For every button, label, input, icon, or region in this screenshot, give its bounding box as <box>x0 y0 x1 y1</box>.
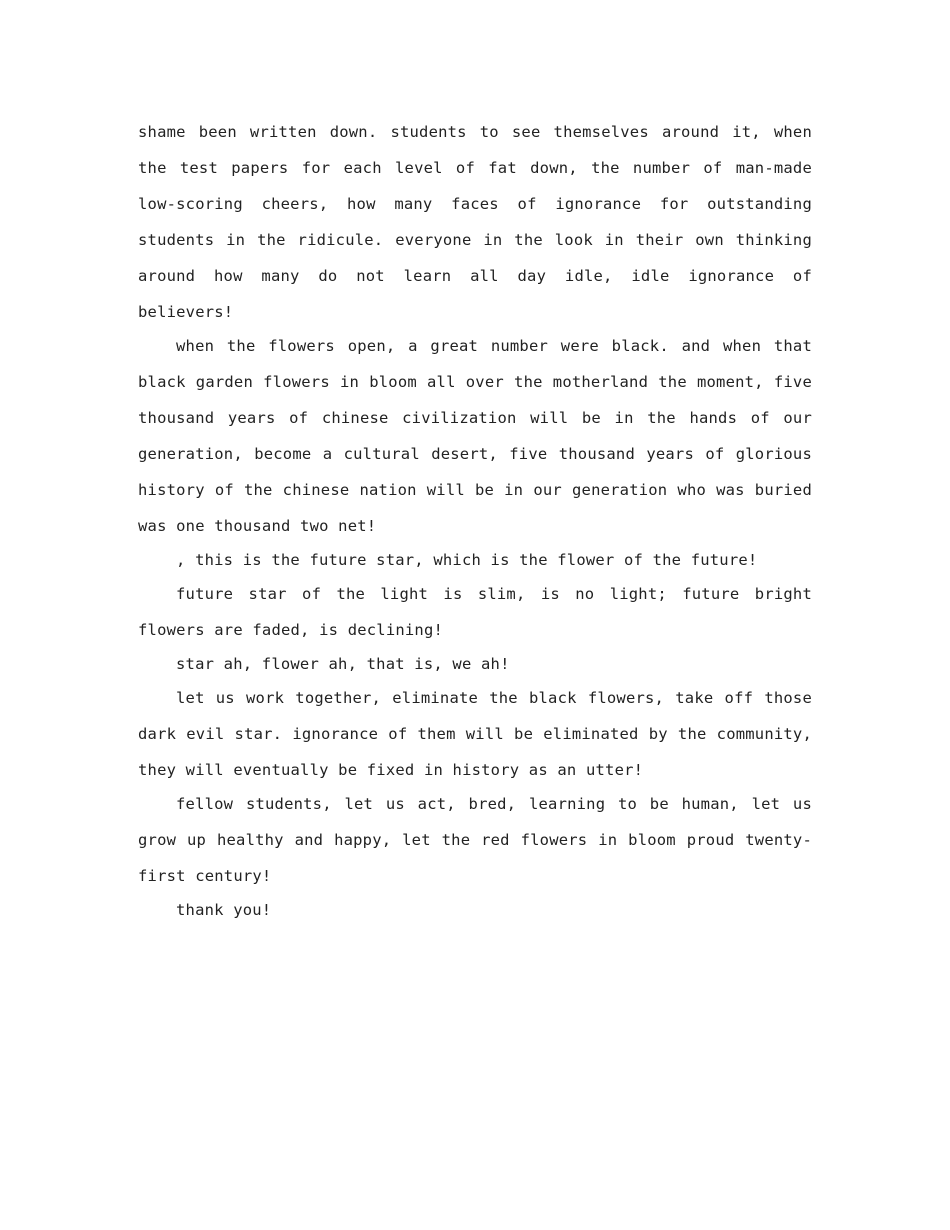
paragraph-8: thank you! <box>176 901 272 919</box>
paragraph-2: when the flowers open, a great number were black. and when that black garden flowers in bloom all over the motherland the moment, five thousand years of chinese civilization will be in the hands of our generation, become a cultural desert, five thousand years of glorious history of the chinese nation will be in our generation who was buried was one thousand two net! <box>138 337 812 535</box>
document-body <box>138 114 812 928</box>
paragraph-3: , this is the future star, which is the flower of the future! <box>176 551 758 569</box>
paragraph-4: future star of the light is slim, is no light; future bright flowers are faded, is declining! <box>138 585 812 639</box>
paragraph-1: shame been written down. students to see themselves around it, when the test papers for each level of fat down, the number of man-made low-scoring cheers, how many faces of ignorance for outstanding students in the ridicule. everyone in the look in their own thinking around how many do not learn all day idle, idle ignorance of believers! <box>138 123 812 321</box>
paragraph-5: star ah, flower ah, that is, we ah! <box>176 655 510 673</box>
paragraph-6: let us work together, eliminate the black flowers, take off those dark evil star. ignorance of them will be eliminated by the community, they will eventually be fixed in history as an utter! <box>138 689 812 779</box>
paragraph-7: fellow students, let us act, bred, learning to be human, let us grow up healthy and happy, let the red flowers in bloom proud twenty-first century! <box>138 795 812 885</box>
